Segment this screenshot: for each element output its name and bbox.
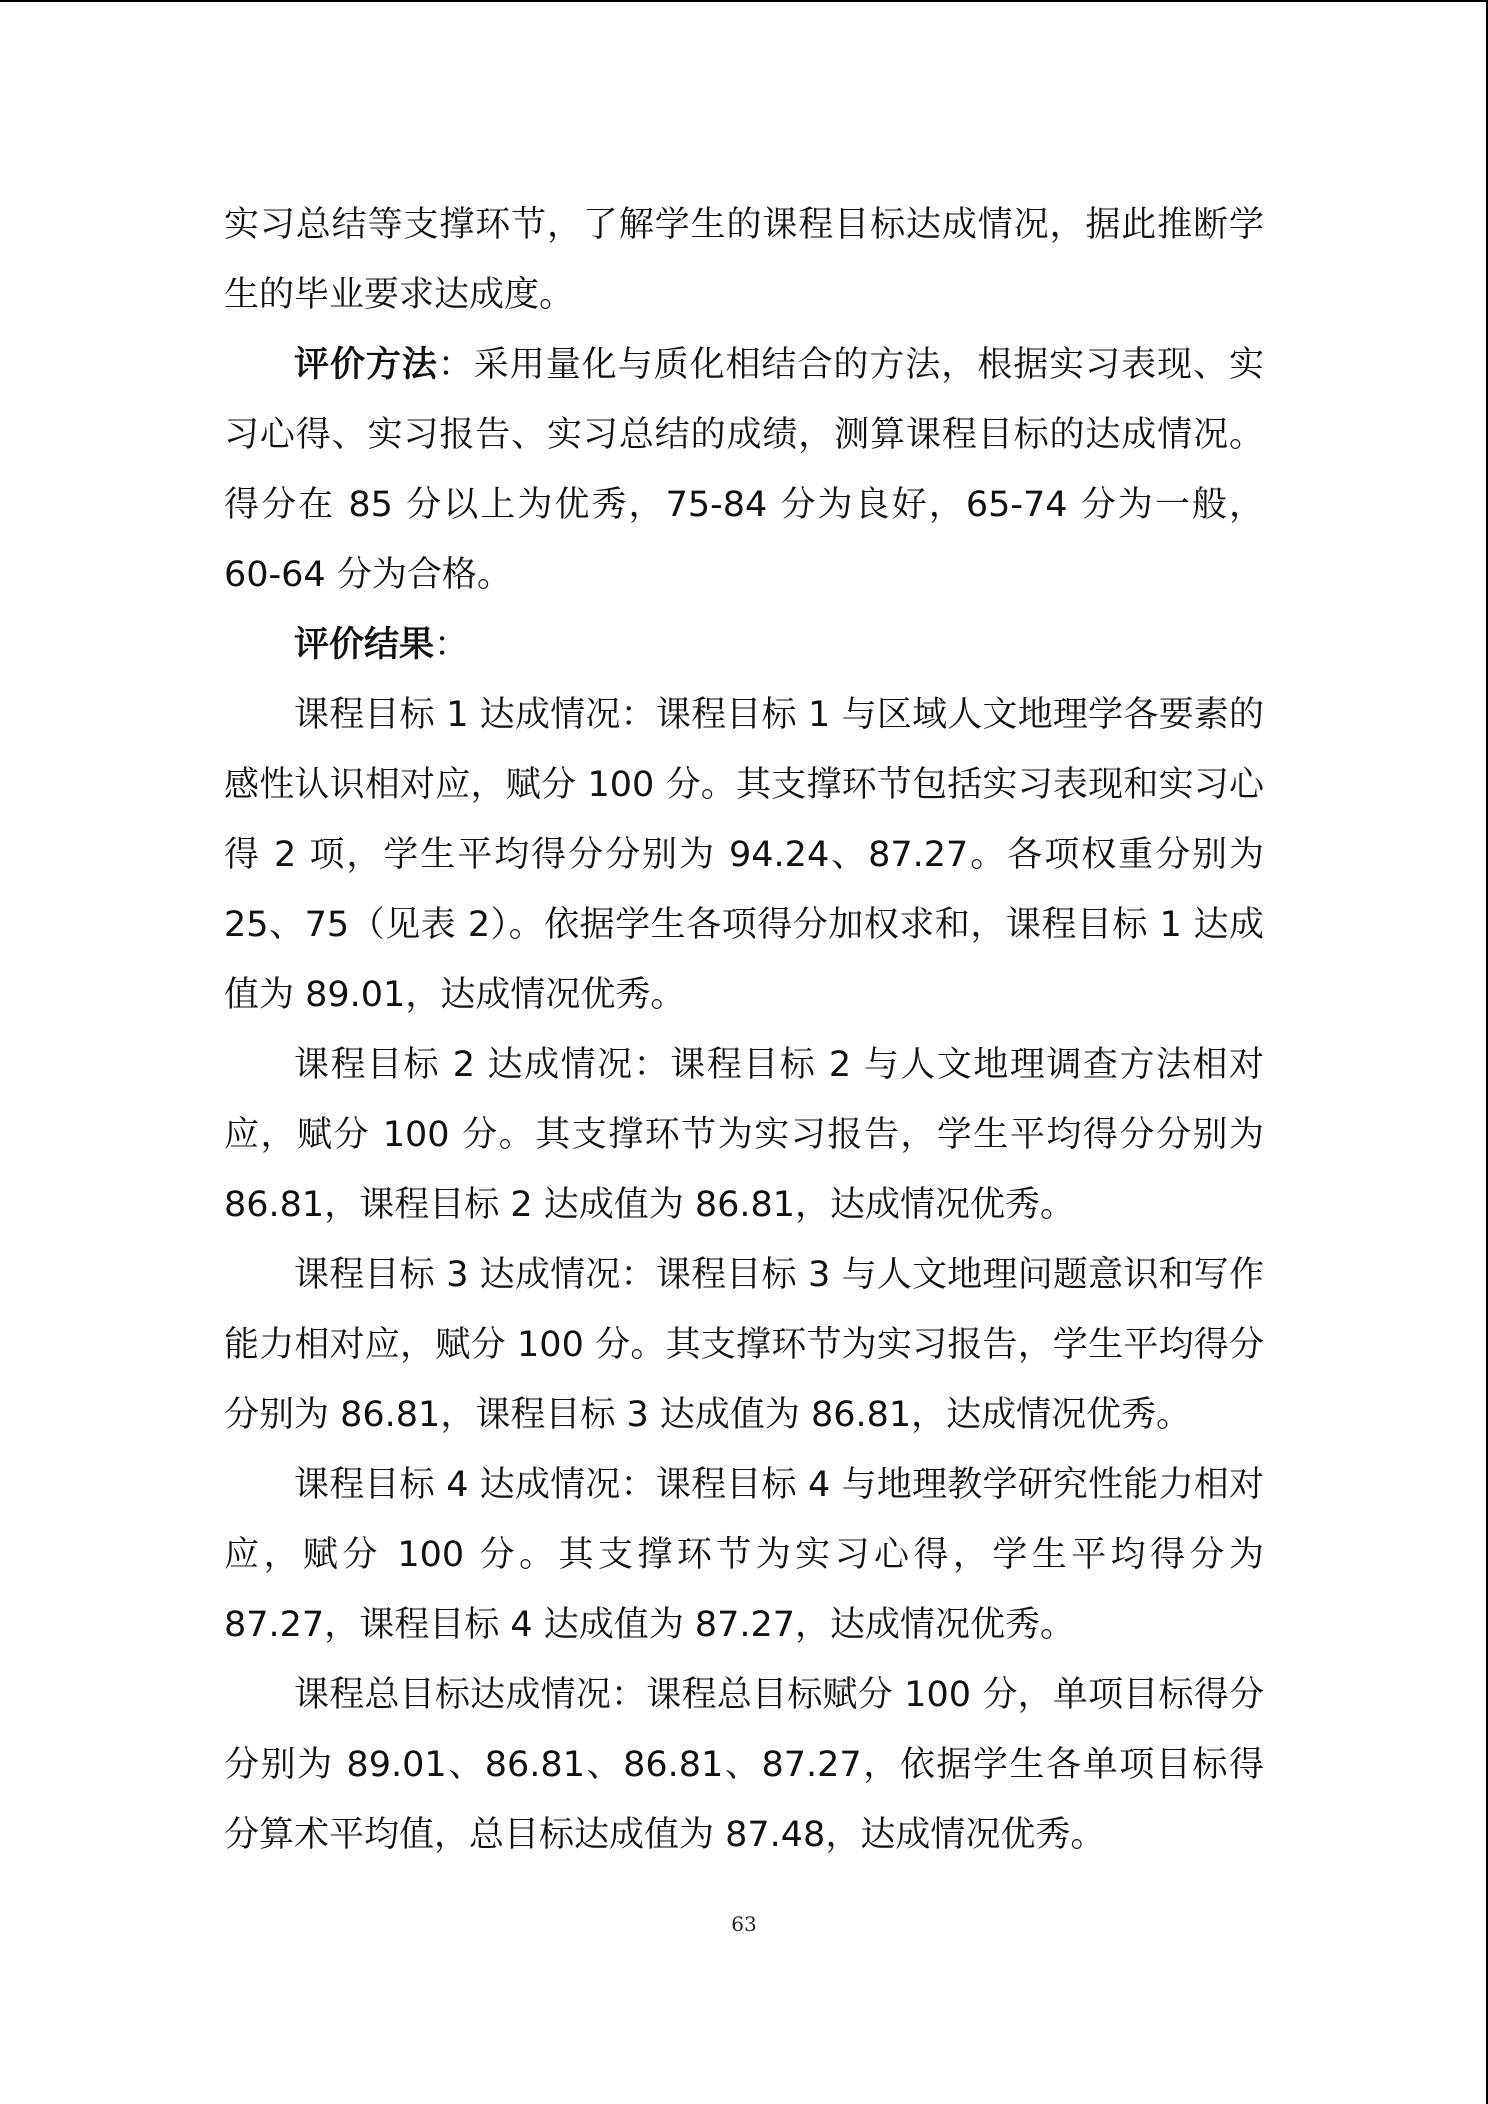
paragraph-text: 课程目标 4 达成情况：课程目标 4 与地理教学研究性能力相对应，赋分 100 分。其支撑环节为实习心得，学生平均得分为 87.27，课程目标 4 达成值为 87.27，达成情况优秀。 bbox=[224, 1465, 1264, 1645]
paragraph-overall-goal bbox=[224, 1660, 1264, 1870]
page-body bbox=[224, 190, 1264, 1870]
paragraph-goal-2 bbox=[224, 1030, 1264, 1240]
paragraph-evaluation-result bbox=[224, 610, 1264, 680]
paragraph-text: ：采用量化与质化相结合的方法，根据实习表现、实习心得、实习报告、实习总结的成绩，测算课程目标的达成情况。得分在 85 分以上为优秀，75-84 分为良好，65-74 分为一般，60-64 分为合格。 bbox=[224, 345, 1264, 595]
paragraph-goal-1 bbox=[224, 680, 1264, 1030]
paragraph-goal-3 bbox=[224, 1240, 1264, 1450]
paragraph-heading: 评价方法 bbox=[294, 345, 438, 385]
paragraph-text: 课程总目标达成情况：课程总目标赋分 100 分，单项目标得分分别为 89.01、86.81、86.81、87.27，依据学生各单项目标得分算术平均值，总目标达成值为 87.48，达成情况优秀。 bbox=[224, 1675, 1264, 1855]
paragraph-text: 课程目标 3 达成情况：课程目标 3 与人文地理问题意识和写作能力相对应，赋分 100 分。其支撑环节为实习报告，学生平均得分分别为 86.81，课程目标 3 达成值为 86.81，达成情况优秀。 bbox=[224, 1255, 1264, 1435]
paragraph-text: 实习总结等支撑环节，了解学生的课程目标达成情况，据此推断学生的毕业要求达成度。 bbox=[224, 205, 1264, 315]
page-number: 63 bbox=[731, 1912, 757, 1936]
paragraph-text: 课程目标 1 达成情况：课程目标 1 与区域人文地理学各要素的感性认识相对应，赋分 100 分。其支撑环节包括实习表现和实习心得 2 项，学生平均得分分别为 94.24、87.27。各项权重分别为 25、75（见表 2）。依据学生各项得分加权求和，课程目标 1 达成值为 89.01，达成情况优秀。 bbox=[224, 695, 1264, 1015]
paragraph-evaluation-method bbox=[224, 330, 1264, 610]
paragraph-text: 课程目标 2 达成情况：课程目标 2 与人文地理调查方法相对应，赋分 100 分。其支撑环节为实习报告，学生平均得分分别为 86.81，课程目标 2 达成值为 86.81，达成情况优秀。 bbox=[224, 1045, 1264, 1225]
paragraph-continuation bbox=[224, 190, 1264, 330]
paragraph-heading: 评价结果 bbox=[294, 625, 435, 665]
paragraph-goal-4 bbox=[224, 1450, 1264, 1660]
paragraph-text: ： bbox=[434, 625, 470, 665]
